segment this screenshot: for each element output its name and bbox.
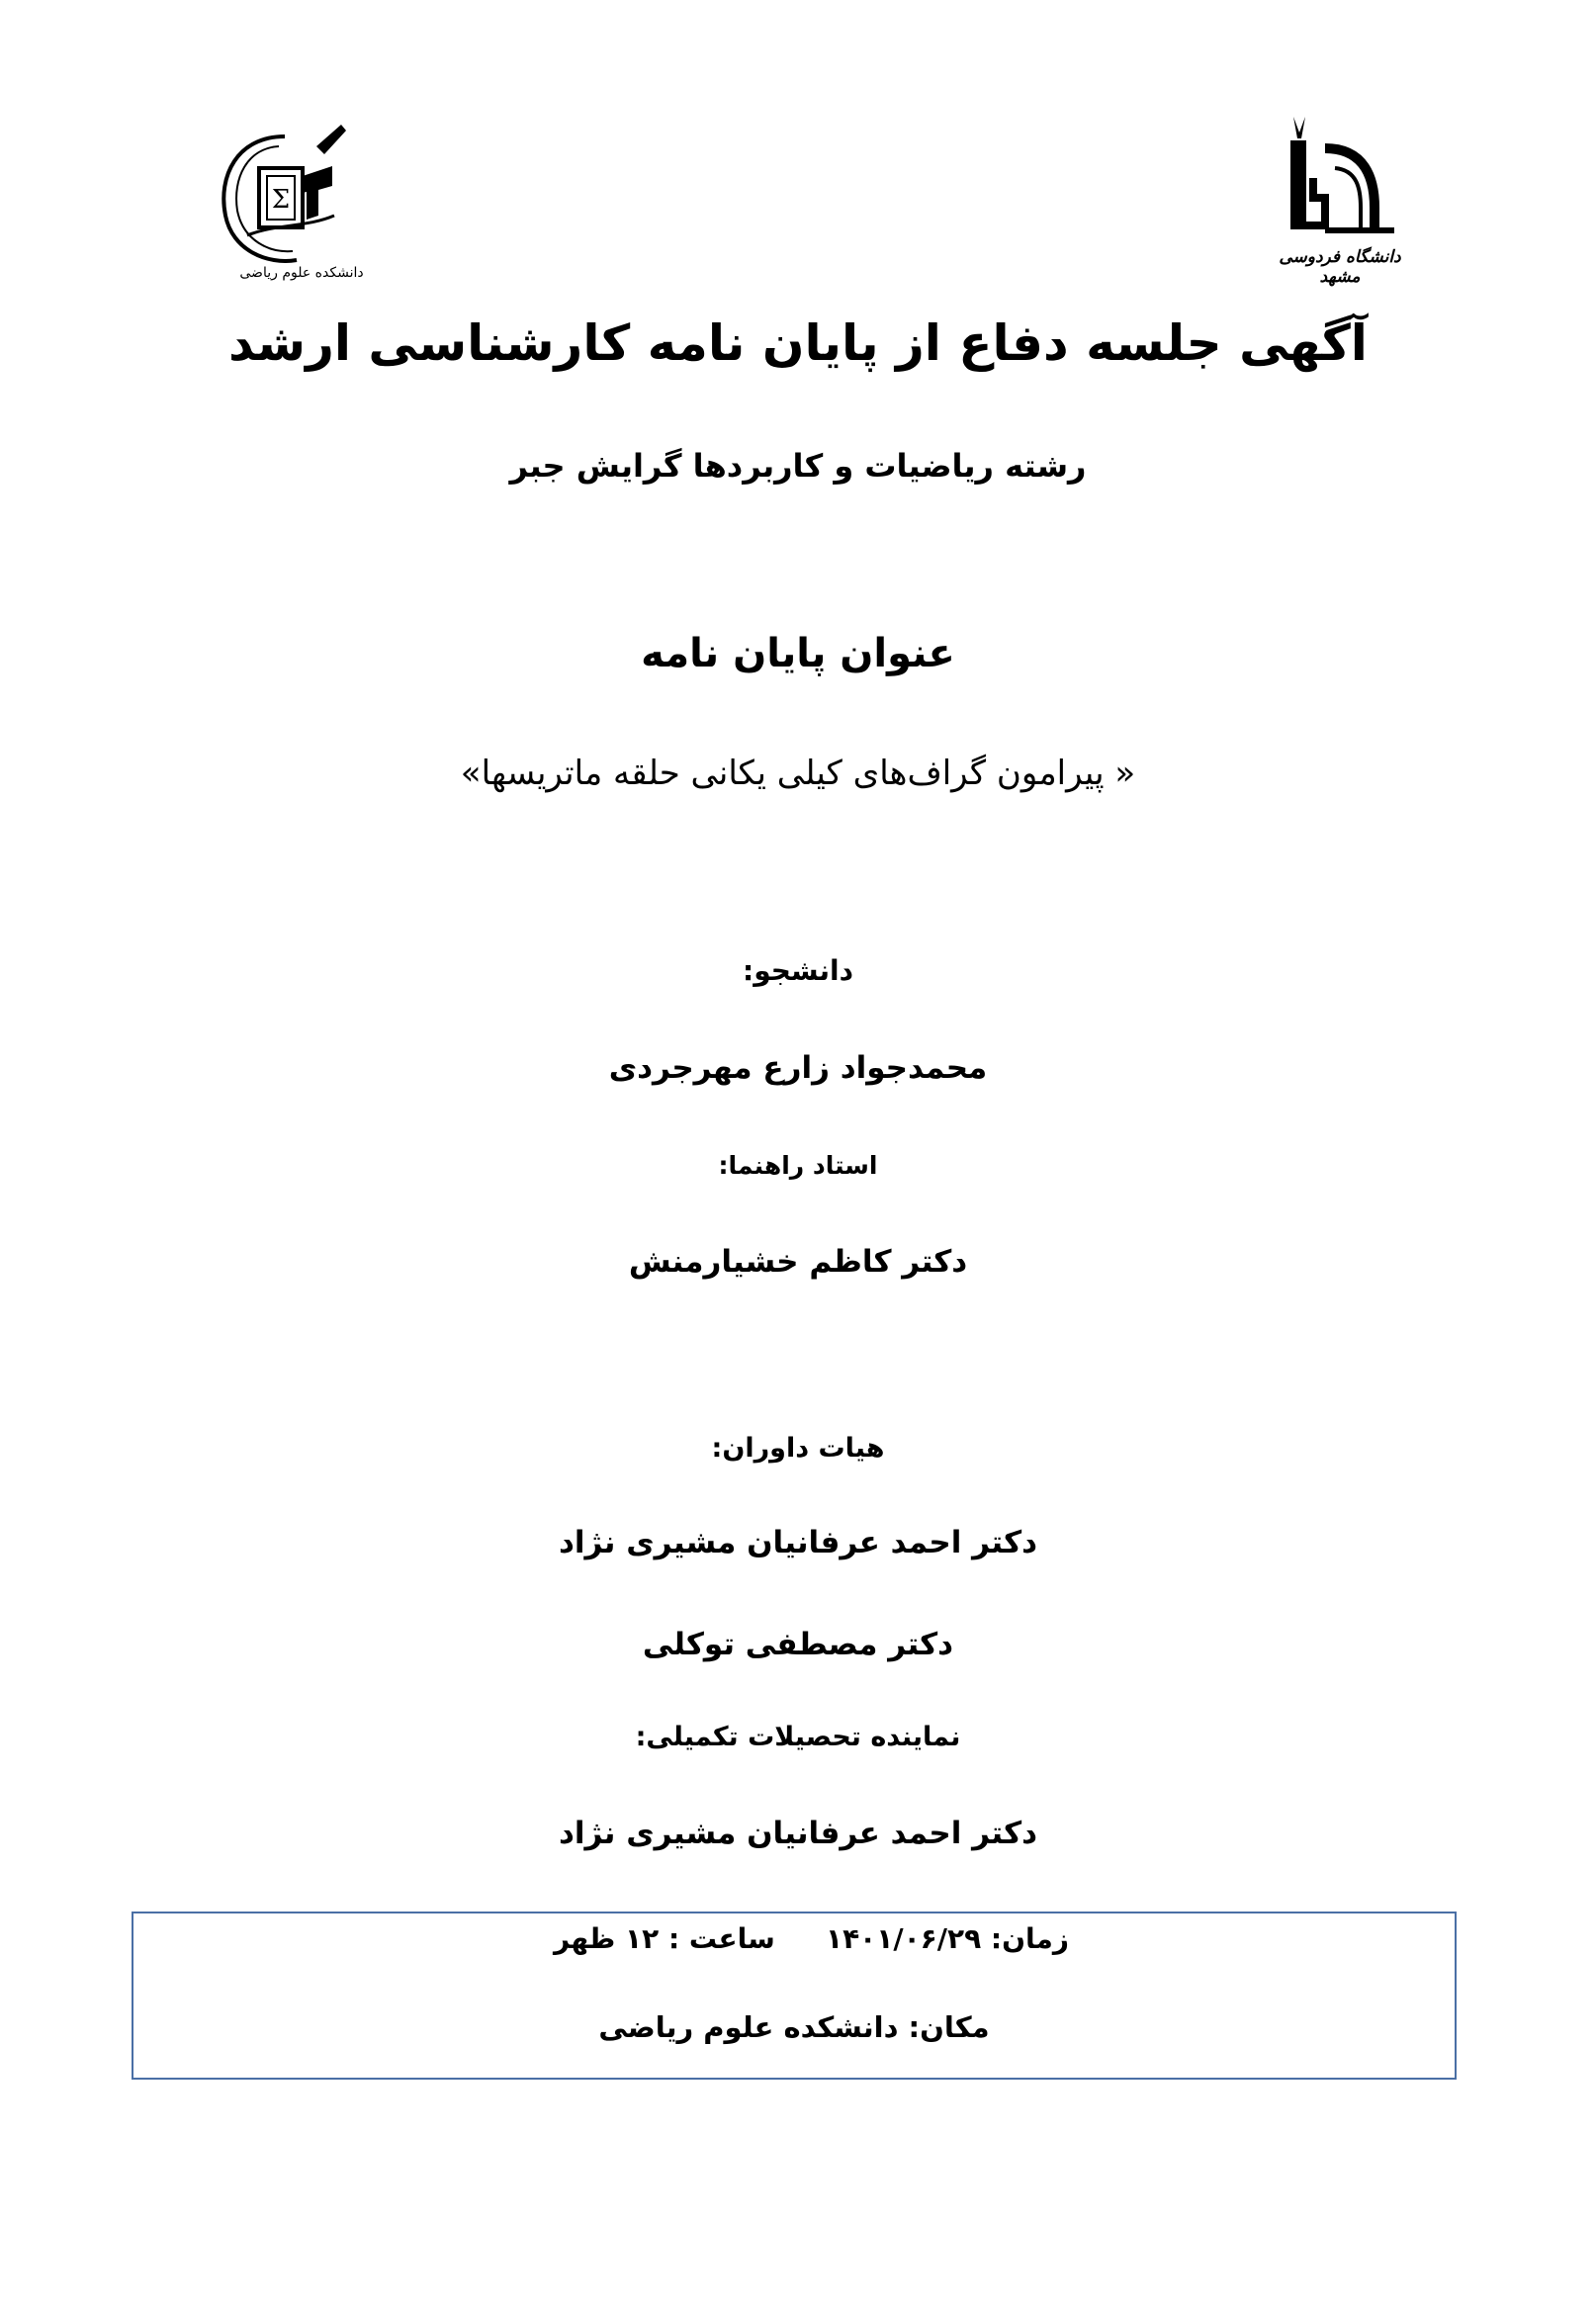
committee-member: دکتر احمد عرفانیان مشیری نژاد xyxy=(558,1525,1038,1560)
representative-name: دکتر احمد عرفانیان مشیری نژاد xyxy=(558,1816,1038,1851)
supervisor-label: استاد راهنما: xyxy=(718,1151,878,1180)
thesis-title: « پیرامون گراف‌های کیلی یکانی حلقه ماتریسها» xyxy=(460,754,1136,793)
thesis-title-label: عنوان پایان نامه xyxy=(641,631,955,676)
page-title: آگهی جلسه دفاع از پایان نامه کارشناسی ارشد xyxy=(228,314,1368,372)
session-date: ۱۴۰۱/۰۶/۲۹ xyxy=(826,1922,982,1955)
svg-text:Σ: Σ xyxy=(271,185,291,215)
committee-label: هیات داوران: xyxy=(711,1433,885,1464)
student-name: محمدجواد زارع مهرجردی xyxy=(608,1050,988,1086)
university-logo xyxy=(1266,109,1414,287)
representative-label: نماینده تحصیلات تکمیلی: xyxy=(635,1722,961,1752)
session-place: مکان: دانشکده علوم ریاضی xyxy=(598,2010,990,2044)
field-of-study: رشته ریاضیات و کاربردها گرایش جبر xyxy=(509,447,1087,485)
faculty-logo-text: دانشکده علوم ریاضی xyxy=(239,265,364,281)
supervisor-name: دکتر کاظم خشیارمنش xyxy=(628,1244,968,1280)
student-label: دانشجو: xyxy=(743,954,853,987)
session-info-box xyxy=(132,1912,1457,2080)
time-label: زمان: xyxy=(990,1922,1069,1955)
committee-member: دکتر مصطفی توکلی xyxy=(642,1627,954,1662)
faculty-logo xyxy=(208,117,366,290)
session-hour: ساعت : ۱۲ ظهر xyxy=(554,1922,775,1955)
university-logo-text: دانشگاه فردوسی مشهد xyxy=(1279,247,1401,287)
